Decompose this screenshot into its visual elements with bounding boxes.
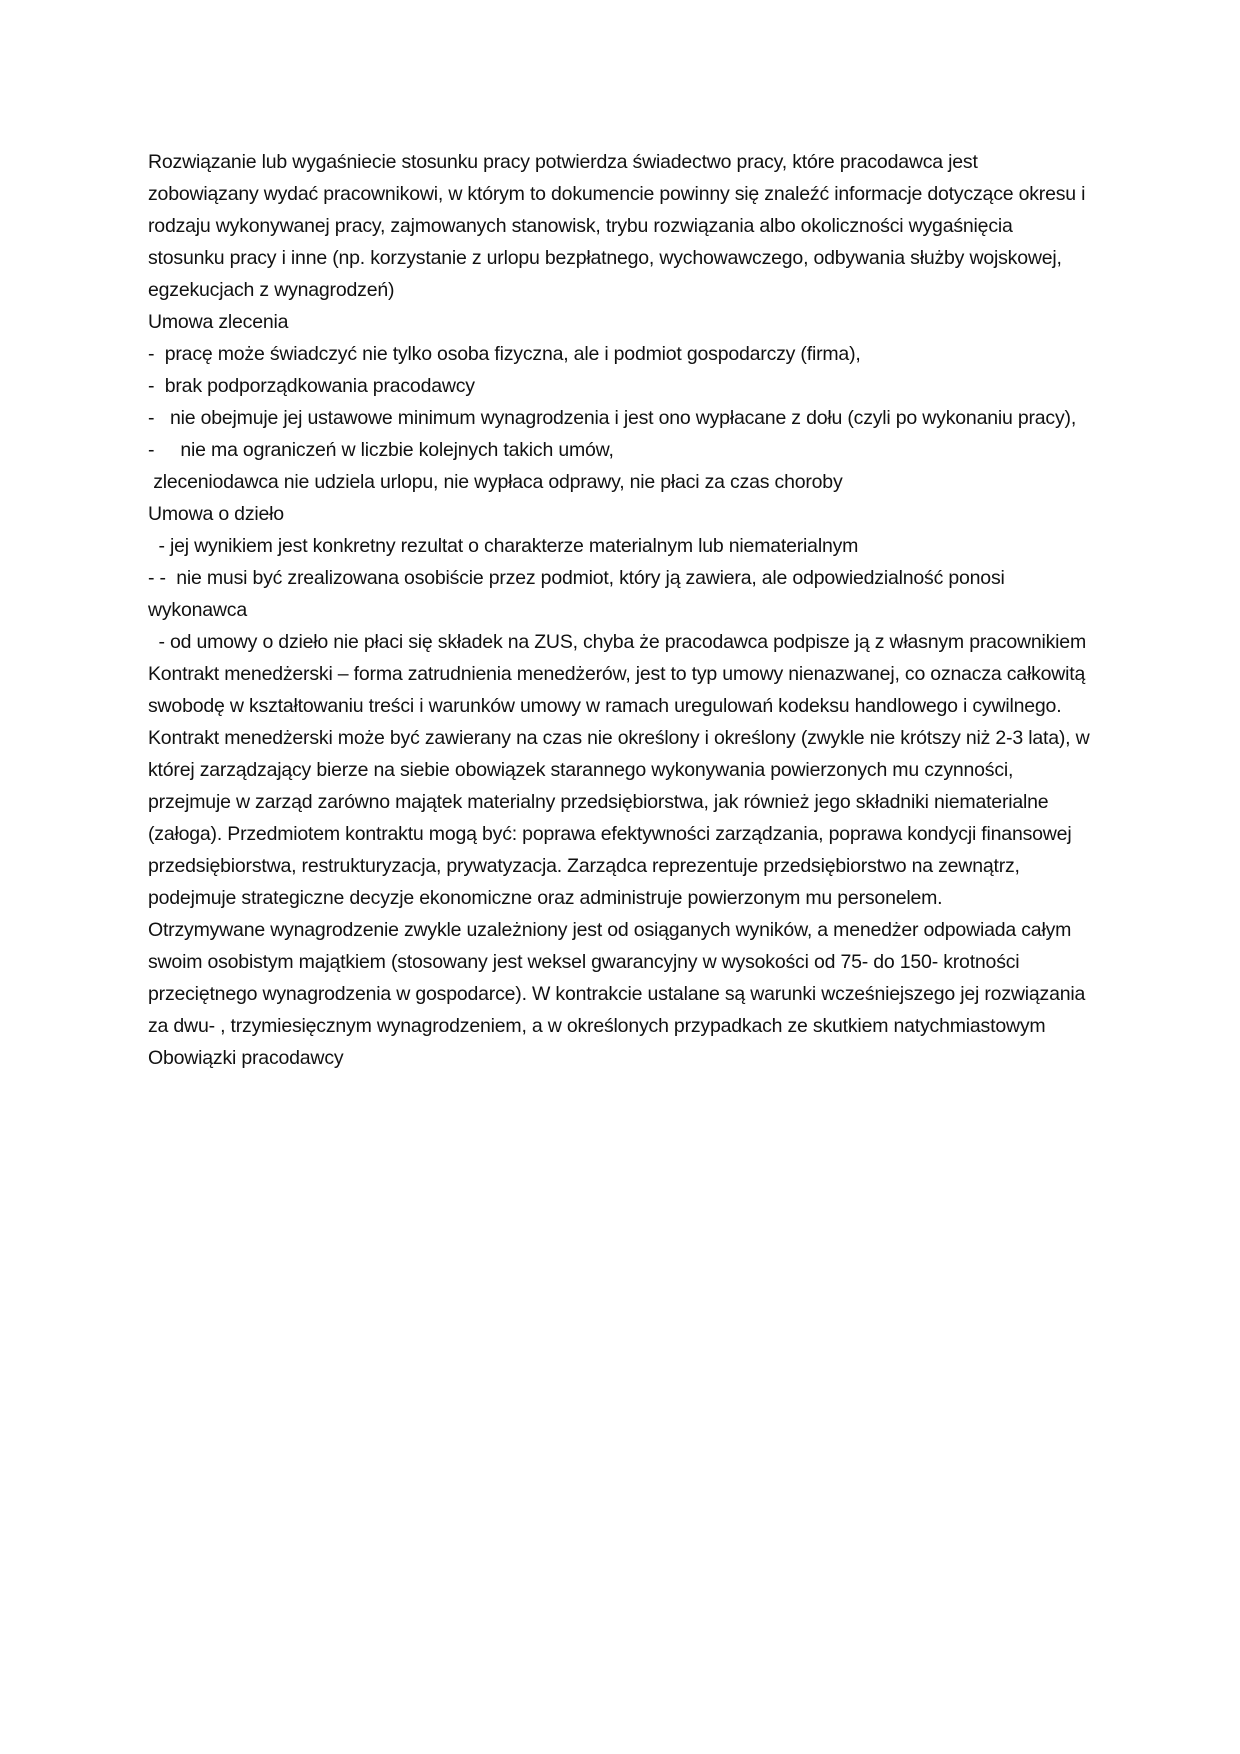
paragraph-kontrakt-menedzerski: Kontrakt menedżerski – forma zatrudnienia menedżerów, jest to typ umowy nienazwanej, co oznacza całkowitą swobodę w kształtowaniu treści i warunków umowy w ramach uregulowań kodeksu handlowego i cywilnego. Kontrakt menedżerski może być zawierany na czas nie określony i określony (zwykle nie krótszy niż 2-3 lata), w której zarządzający bierze na siebie obowiązek starannego wykonywania powierzonych mu czynności, przejmuje w zarząd zarówno majątek materialny przedsiębiorstwa, jak również jego składniki niematerialne (załoga). Przedmiotem kontraktu mogą być: poprawa efektywności zarządzania, poprawa kondycji finansowej przedsiębiorstwa, restrukturyzacja, prywatyzacja. Zarządca reprezentuje przedsiębiorstwo na zewnątrz, podejmuje strategiczne decyzje ekonomiczne oraz administruje powierzonym mu personelem.: [148, 663, 1095, 909]
heading-obowiazki-pracodawcy: Obowiązki pracodawcy: [148, 1047, 344, 1069]
paragraph-swiadectwo-pracy: Rozwiązanie lub wygaśniecie stosunku pracy potwierdza świadectwo pracy, które pracodawca jest zobowiązany wydać pracownikowi, w którym to dokumencie powinny się znaleźć informacje dotyczące okresu i rodzaju wykonywanej pracy, zajmowanych stanowisk, trybu rozwiązania albo okoliczności wygaśnięcia stosunku pracy i inne (np. korzystanie z urlopu bezpłatnego, wychowawczego, odbywania służby wojskowej, egzekucjach z wynagrodzeń): [148, 151, 1091, 301]
list-item-zlecenie-2: - brak podporządkowania pracodawcy: [148, 375, 475, 397]
list-item-dzielo-1: - jej wynikiem jest konkretny rezultat o charakterze materialnym lub niematerialnym: [148, 535, 859, 557]
list-item-zlecenie-4: - nie ma ograniczeń w liczbie kolejnych takich umów,: [148, 439, 614, 461]
paragraph-wynagrodzenie: Otrzymywane wynagrodzenie zwykle uzależniony jest od osiąganych wyników, a menedżer odpowiada całym swoim osobistym majątkiem (stosowany jest weksel gwarancyjny w wysokości od 75- do 150- krotności przeciętnego wynagrodzenia w gospodarce). W kontrakcie ustalane są warunki wcześniejszego jej rozwiązania za dwu- , trzymiesięcznym wynagrodzeniem, a w określonych przypadkach ze skutkiem natychmiastowym: [148, 919, 1091, 1037]
list-item-dzielo-3: - od umowy o dzieło nie płaci się składek na ZUS, chyba że pracodawca podpisze ją z własnym pracownikiem: [148, 631, 1086, 653]
heading-umowa-o-dzielo: Umowa o dzieło: [148, 503, 284, 525]
heading-umowa-zlecenia: Umowa zlecenia: [148, 311, 289, 333]
document-body: [148, 146, 1095, 1074]
list-item-dzielo-2: - - nie musi być zrealizowana osobiście przez podmiot, który ją zawiera, ale odpowiedzialność ponosi wykonawca: [148, 567, 1010, 621]
list-item-zlecenie-3: - nie obejmuje jej ustawowe minimum wynagrodzenia i jest ono wypłacane z dołu (czyli po wykonaniu pracy),: [148, 407, 1077, 429]
paragraph-zleceniodawca: zleceniodawca nie udziela urlopu, nie wypłaca odprawy, nie płaci za czas choroby: [148, 471, 843, 493]
list-item-zlecenie-1: - pracę może świadczyć nie tylko osoba fizyczna, ale i podmiot gospodarczy (firma),: [148, 343, 861, 365]
